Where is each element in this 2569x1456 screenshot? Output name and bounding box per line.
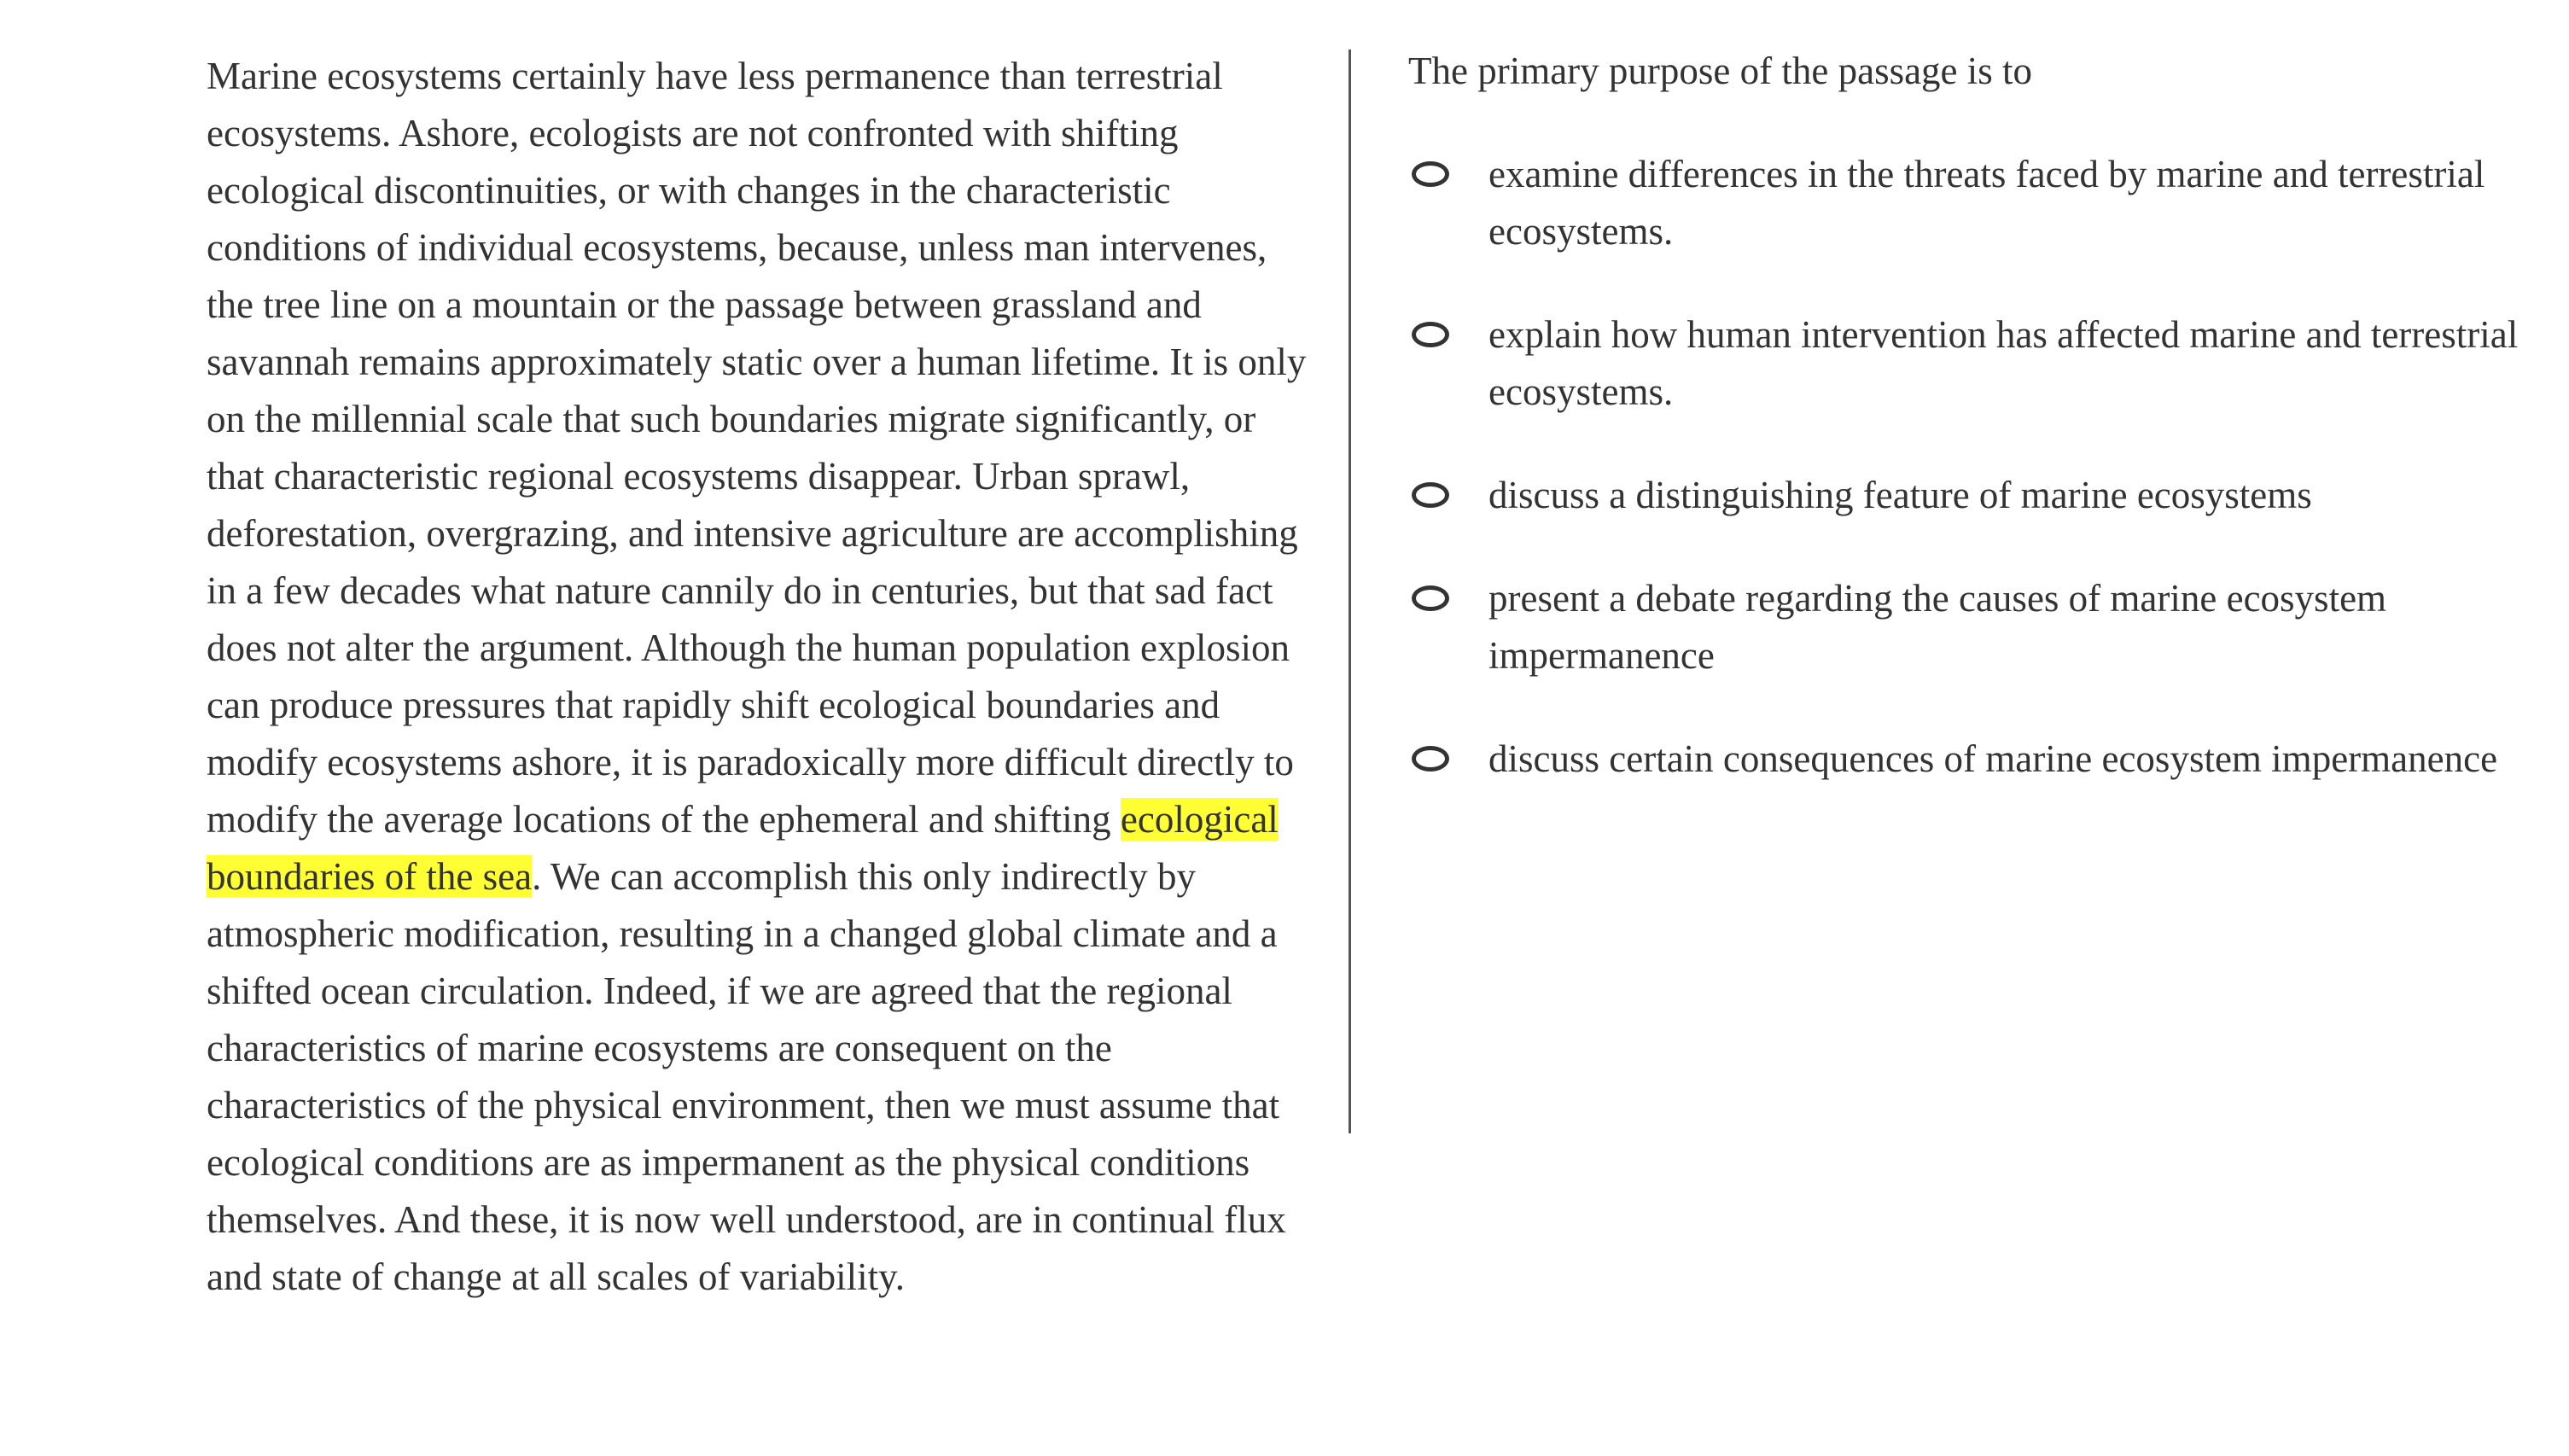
answer-choice-label[interactable]: discuss a distinguishing feature of marine ecosystems <box>1488 474 2312 516</box>
passage-pane <box>207 48 1316 1306</box>
answer-choice-b[interactable] <box>1408 306 2535 421</box>
answer-choice-c[interactable] <box>1408 467 2535 524</box>
passage-text <box>207 48 1316 1306</box>
highlighted-phrase: ecological boundaries of the sea <box>207 798 1279 898</box>
answer-choice-label[interactable]: examine differences in the threats faced by marine and terrestrial ecosystems. <box>1488 153 2485 253</box>
answer-choice-label[interactable]: discuss certain consequences of marine ecosystem impermanence <box>1488 737 2498 780</box>
radio-button-icon[interactable] <box>1412 585 1449 611</box>
answer-choices <box>1408 146 2535 788</box>
question-stem: The primary purpose of the passage is to <box>1408 50 2033 92</box>
answer-choice-a[interactable] <box>1408 146 2535 260</box>
question-pane <box>1408 43 2535 834</box>
radio-button-icon[interactable] <box>1412 161 1449 187</box>
radio-button-icon[interactable] <box>1412 482 1449 508</box>
radio-button-icon[interactable] <box>1412 746 1449 772</box>
passage-text-part-2: . We can accomplish this only indirectly by atmospheric modification, resulting in a changed global climate and a shifted ocean circulation. Indeed, if we are agreed that the regional characteristics of marine ecosystems are consequent on the characteristics of the physical environment, then we must assume that ecological conditions are as impermanent as the physical conditions themselves. And these, it is now well understood, are in continual flux and state of change at all scales of variability. <box>207 855 1286 1298</box>
passage-text-part-1: Marine ecosystems certainly have less permanence than terrestrial ecosystems. Ashore, ecologists are not confronted with shifting ecological discontinuities, or with changes in the characteristic conditions of individual ecosystems, because, unless man intervenes, the tree line on a mountain or the passage between grassland and savannah remains approximately static over a human lifetime. It is only on the millennial scale that such boundaries migrate significantly, or that characteristic regional ecosystems disappear. Urban sprawl, deforestation, overgrazing, and intensive agriculture are accomplishing in a few decades what nature cannily do in centuries, but that sad fact does not alter the argument. Although the human population explosion can produce pressures that rapidly shift ecological boundaries and modify ecosystems ashore, it is paradoxically more difficult directly to modify the average locations of the ephemeral and shifting <box>207 55 1307 841</box>
radio-button-icon[interactable] <box>1412 322 1449 347</box>
answer-choice-d[interactable] <box>1408 570 2535 684</box>
pane-divider[interactable] <box>1349 50 1351 1133</box>
answer-choice-label[interactable]: explain how human intervention has affected marine and terrestrial ecosystems. <box>1488 313 2519 413</box>
answer-choice-label[interactable]: present a debate regarding the causes of marine ecosystem impermanence <box>1488 577 2387 677</box>
answer-choice-e[interactable] <box>1408 731 2535 788</box>
